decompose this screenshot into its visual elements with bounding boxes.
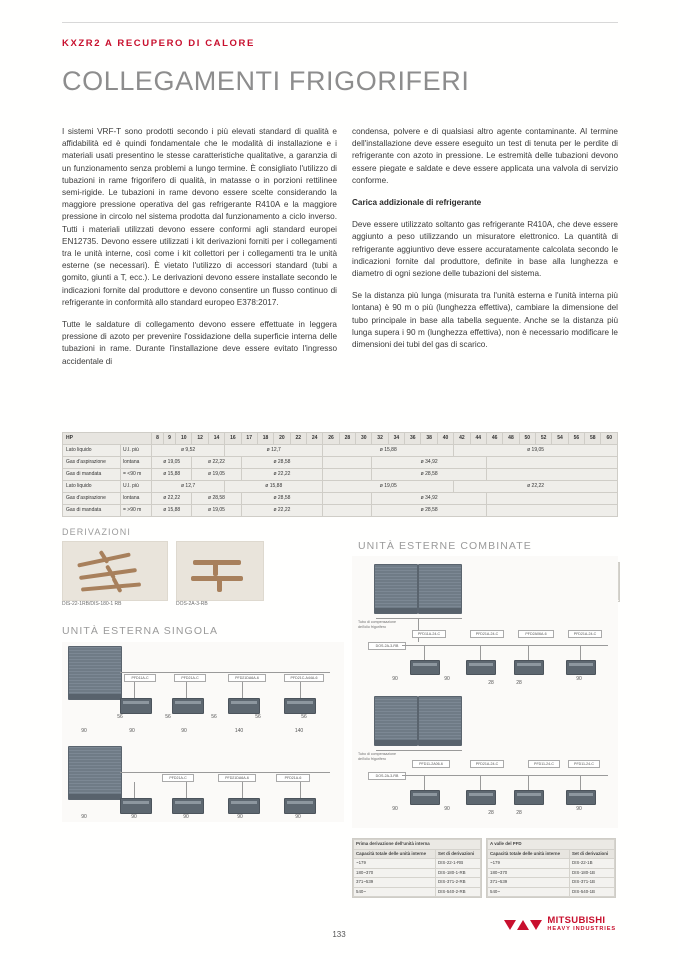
section-label-unita-singola: UNITÀ ESTERNA SINGOLA bbox=[62, 625, 219, 637]
page-number: 133 bbox=[332, 930, 346, 939]
diagram-combined-outdoor-units bbox=[352, 556, 618, 828]
bt1-r2c1: 180~370 bbox=[354, 868, 436, 878]
table-row: Gas di mandata = <90 m ø 15,88 ø 19,05 ø 22,22 ø 28,58 bbox=[63, 469, 618, 481]
dim-6: 90 bbox=[81, 728, 87, 734]
node-c5: PFD11-2A06-6 bbox=[412, 760, 450, 768]
indoor-unit-c5 bbox=[410, 790, 440, 805]
dim-12: 90 bbox=[131, 814, 137, 820]
outdoor-unit-c4 bbox=[418, 696, 462, 746]
bt2-title: A valle del PFD bbox=[488, 840, 615, 850]
bt2-r1c1: ~179 bbox=[488, 859, 570, 869]
indoor-unit-c3 bbox=[514, 660, 544, 675]
bt1-col1: Capacità totale delle unità interne bbox=[354, 849, 436, 859]
left-text-column bbox=[62, 126, 337, 378]
header-divider bbox=[62, 22, 618, 23]
node-c1: PFD11A-24-C bbox=[412, 630, 446, 638]
node-pfd-3: PFD21DA6A-6 bbox=[228, 674, 266, 682]
node-pfd-7: PFD21A-6 bbox=[276, 774, 310, 782]
indoor-unit-c2 bbox=[466, 660, 496, 675]
table-row: Gas d'aspirazione lontana ø 22,22 ø 28,58 ø 28,58 ø 34,92 bbox=[63, 493, 618, 505]
outdoor-unit-1 bbox=[68, 646, 122, 700]
page-title: COLLEGAMENTI FRIGORIFERI bbox=[62, 66, 470, 96]
node-c7: PFD11-24-C bbox=[528, 760, 560, 768]
bt1-title: Prima derivazione dell'unità interna bbox=[354, 840, 481, 850]
outdoor-unit-c3 bbox=[374, 696, 418, 746]
dim-13: 90 bbox=[183, 814, 189, 820]
node-pfd-2: PFD21A-C bbox=[174, 674, 206, 682]
table-a-valle-pfd bbox=[486, 838, 616, 898]
bt2-r3c2: DIS-371-1B bbox=[570, 878, 615, 888]
dim-2: 56 bbox=[165, 714, 171, 720]
indoor-unit-c8 bbox=[566, 790, 596, 805]
bt1-col2: Set di derivazioni bbox=[436, 849, 481, 859]
indoor-unit-c1 bbox=[410, 660, 440, 675]
indoor-unit-7 bbox=[228, 798, 260, 814]
indoor-unit-3 bbox=[228, 698, 260, 714]
node-c6: PFD21A-24-C bbox=[470, 760, 504, 768]
right-paragraph-3: Se la distanza più lunga (misurata tra l'unità esterna e l'unità interna più lontana) è 90 m o più (lunghezza effettiva), cambiare la dimensione del tubo principale in base alla tabella seguente. Anche se la distanza più lunga supera i 90 m (lunghezza effettiva), non è necessario modificare le dimensioni dei tubi del gas di scarico. bbox=[352, 291, 618, 350]
diagram-single-outdoor-unit bbox=[62, 642, 344, 822]
dim-3: 56 bbox=[211, 714, 217, 720]
bt2-col1: Capacità totale delle unità interne bbox=[488, 849, 570, 859]
photo-caption-right: DOS-2A-3-RB bbox=[176, 601, 208, 607]
bt2-col2: Set di derivazioni bbox=[570, 849, 615, 859]
table-row: Lato liquido U.I. più ø 12,7 ø 15,88 ø 19,05 ø 22,22 bbox=[63, 481, 618, 493]
right-paragraph-1: condensa, polvere e di qualsiasi altro agente contaminante. Al termine dell'installazione deve essere eseguito un test di tenuta per le perdite di refrigerante con azoto in pressione. Le estremità delle tubazioni devono essere piegate e saldate e deve essere applicata una valvola di servizio conforme. bbox=[352, 127, 618, 185]
dim-14: 90 bbox=[237, 814, 243, 820]
indoor-unit-5 bbox=[120, 798, 152, 814]
node-c4: PFD21A-24-C bbox=[568, 630, 602, 638]
node-pfd-6: PFD21DA6A-6 bbox=[218, 774, 256, 782]
bt1-r4c2: DIS-540-2-RB bbox=[436, 887, 481, 897]
indoor-unit-c6 bbox=[466, 790, 496, 805]
photo-derivazione-right bbox=[176, 541, 264, 601]
bt2-r2c1: 180~370 bbox=[488, 868, 570, 878]
bt1-r1c2: DIS-22-1-RB bbox=[436, 859, 481, 869]
bt2-r1c2: DIS-22-1B bbox=[570, 859, 615, 869]
dim-c1: 90 bbox=[392, 676, 398, 682]
dim-10: 140 bbox=[294, 728, 304, 734]
branch-kit-top: DOS-2A-3-RB bbox=[368, 642, 406, 650]
mitsubishi-three-diamonds-icon bbox=[504, 920, 542, 930]
right-subheading: Carica addizionale di refrigerante bbox=[352, 198, 482, 208]
dim-5: 56 bbox=[301, 714, 307, 720]
indoor-unit-c7 bbox=[514, 790, 544, 805]
table-row: Lato liquido U.I. più ø 9,52 ø 12,7 ø 15,88 ø 19,05 bbox=[63, 445, 618, 457]
table-row: Gas d'aspirazione lontana ø 19,05 ø 22,22 ø 28,58 ø 34,92 bbox=[63, 457, 618, 469]
dim-7: 90 bbox=[129, 728, 135, 734]
section-kicker: KXZR2 A RECUPERO DI CALORE bbox=[62, 38, 255, 49]
table-row: Gas di mandata = >90 m ø 15,88 ø 19,05 ø 22,22 ø 28,58 bbox=[63, 505, 618, 517]
brand-name: MITSUBISHI bbox=[547, 915, 606, 926]
right-text-column bbox=[352, 126, 618, 361]
dim-15: 90 bbox=[295, 814, 301, 820]
indoor-unit-1 bbox=[120, 698, 152, 714]
dim-c10: 90 bbox=[576, 806, 582, 812]
bt1-r3c1: 371~539 bbox=[354, 878, 436, 888]
bt2-r3c1: 371~539 bbox=[488, 878, 570, 888]
dim-c2: 90 bbox=[444, 676, 450, 682]
outdoor-unit-2 bbox=[68, 746, 122, 800]
section-label-unita-combinate: UNITÀ ESTERNE COMBINATE bbox=[358, 540, 532, 552]
section-label-derivazioni: DERIVAZIONI bbox=[62, 527, 131, 537]
dim-4: 56 bbox=[255, 714, 261, 720]
bt1-r1c1: ~179 bbox=[354, 859, 436, 869]
dim-c6: 90 bbox=[392, 806, 398, 812]
outdoor-unit-c2 bbox=[418, 564, 462, 614]
table-header-row: HP 8 9 10 12 14 16 17 18 20 22 24 26 28 30 32 34 36 38 40 42 44 46 48 50 52 54 56 58 60 bbox=[63, 433, 618, 445]
bt1-r3c2: DIS-371-2-RB bbox=[436, 878, 481, 888]
dim-c5: 90 bbox=[576, 676, 582, 682]
bt1-r4c1: 540~ bbox=[354, 887, 436, 897]
node-pfd-4: PFD21C-A44A-6 bbox=[284, 674, 324, 682]
dim-c3: 28 bbox=[488, 680, 494, 686]
node-pfd-5: PFD21A-C bbox=[162, 774, 194, 782]
dim-c8: 28 bbox=[488, 810, 494, 816]
oil-balance-label-top: Tubo di compensazione dell'olio frigorifero bbox=[358, 620, 397, 629]
brand-subname: HEAVY INDUSTRIES bbox=[547, 926, 616, 932]
outdoor-unit-c1 bbox=[374, 564, 418, 614]
node-pfd-1: PFD11A-C bbox=[124, 674, 156, 682]
indoor-unit-c4 bbox=[566, 660, 596, 675]
node-c8: PFD11-24-C bbox=[568, 760, 600, 768]
indoor-unit-4 bbox=[284, 698, 316, 714]
dim-11: 90 bbox=[81, 814, 87, 820]
indoor-unit-8 bbox=[284, 798, 316, 814]
table-prima-derivazione bbox=[352, 838, 482, 898]
right-paragraph-2: Deve essere utilizzato soltanto gas refrigerante R410A, che deve essere aggiunto a peso utilizzando un misuratore elettronico. La quantità di refrigerante aggiuntivo deve essere accuratamente calcolata secondo le indicazioni fornite dal produttore, definite in base alla lunghezza e diametro di ogni sezione delle tubazioni del sistema. bbox=[352, 220, 618, 279]
dim-8: 90 bbox=[181, 728, 187, 734]
brand-logo bbox=[504, 916, 616, 934]
indoor-unit-2 bbox=[172, 698, 204, 714]
node-c2: PFD21A-24-C bbox=[470, 630, 504, 638]
bt2-r4c2: DIS-540-1B bbox=[570, 887, 615, 897]
pipe-size-table bbox=[62, 432, 618, 517]
bt1-r2c2: DIS-180-1-RB bbox=[436, 868, 481, 878]
dim-9: 140 bbox=[234, 728, 244, 734]
left-paragraph-2: Tutte le saldature di collegamento devono essere effettuate in leggera pressione di azoto per prevenire l'ossidazione della superficie interna delle tubazioni in rame. Durante l'installazione deve essere evitato l'ingresso accidentale di bbox=[62, 320, 337, 366]
node-c3: PFD2A06A-6 bbox=[518, 630, 554, 638]
dim-c4: 28 bbox=[516, 680, 522, 686]
left-paragraph-1: I sistemi VRF-T sono prodotti secondo i più elevati standard di qualità e affidabilità ed è quindi fondamentale che le modalità di installazione e i materiali usati presentino le stesse caratteristiche qualitative, a garanzia di un funzionamento senza problemi a lungo termine. È consigliato l'utilizzo di tubazioni in rame frigorifero di qualità, in matasse o in porzioni rettilinee semi-rigide. Le tubazioni in rame devono essere scelte considerando la maggiore pressione operativa del gas refrigerante R410A e la maggiore pressione in circolo nel sistema prodotta dal funzionamento a ciclo inverso. Tutti i materiali utilizzati devono essere conformi agli standard europei EN12735. Devono essere utilizzati i kit derivazioni forniti per i collegamenti tra le unità interne, così come i kit collettori per i collegamenti tra le unità esterne (se necessari). È vietato l'utilizzo di accessori standard (tubi a gomito, giunti a T, ecc.). Le derivazioni devono essere installate secondo le indicazioni fornite dal produttore e devono consentire un flusso continuo di refrigerante in conformità allo standard europeo E378:2017. bbox=[62, 127, 337, 307]
photo-derivazione-left bbox=[62, 541, 168, 601]
bt2-r4c1: 540~ bbox=[488, 887, 570, 897]
dim-c7: 90 bbox=[444, 806, 450, 812]
bt2-r2c2: DIS-180-1B bbox=[570, 868, 615, 878]
branch-kit-bottom: DOS-2A-3-RB bbox=[368, 772, 406, 780]
dim-1: 56 bbox=[117, 714, 123, 720]
photo-caption-left: DIS-22-1RB/DIS-180-1 RB bbox=[62, 601, 122, 607]
dim-c9: 28 bbox=[516, 810, 522, 816]
indoor-unit-6 bbox=[172, 798, 204, 814]
oil-balance-label-bottom: Tubo di compensazione dell'olio frigorifero bbox=[358, 752, 397, 761]
